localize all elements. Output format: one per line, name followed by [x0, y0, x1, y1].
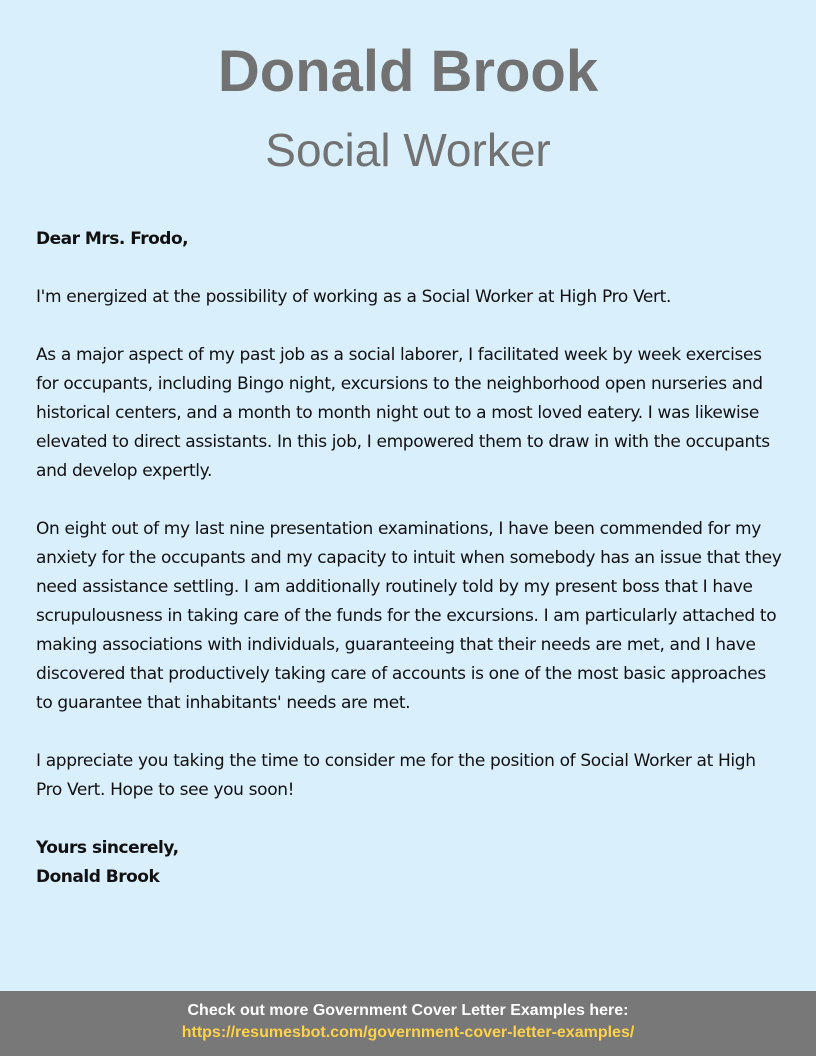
closing: Yours sincerely,: [36, 838, 179, 858]
footer-text: Check out more Government Cover Letter Examples here:: [187, 1002, 629, 1019]
applicant-name: Donald Brook: [217, 39, 599, 104]
signature: Donald Brook: [36, 867, 160, 887]
footer-banner: [0, 991, 816, 1056]
footer-link[interactable]: https://resumesbot.com/government-cover-letter-examples/: [181, 1024, 635, 1041]
paragraph-qualities: On eight out of my last nine presentation examinations, I have been commended for my anxiety for the occupants and my capacity to intuit when somebody has an issue that they need assistance settling. I am additionally routinely told by my present boss that I have scrupulousness in taking care of the funds for the excursions. I am particularly attached to making associations with individuals, guaranteeing that their needs are met, and I have discovered that productively taking care of accounts is one of the most basic approaches to guarantee that inhabitants' needs are met.: [36, 519, 782, 713]
salutation: Dear Mrs. Frodo,: [36, 229, 189, 249]
job-title: Social Worker: [265, 124, 551, 176]
paragraph-experience: As a major aspect of my past job as a social laborer, I facilitated week by week exercises for occupants, including Bingo night, excursions to the neighborhood open nurseries and historical centers, and a month to month night out to a most loved eatery. I was likewise elevated to direct assistants. In this job, I empowered them to draw in with the occupants and develop expertly.: [36, 345, 770, 481]
paragraph-closing: I appreciate you taking the time to consider me for the position of Social Worker at High Pro Vert. Hope to see you soon!: [36, 751, 756, 800]
letter-header: [0, 0, 816, 200]
letter-body: [36, 225, 786, 921]
paragraph-intro: I'm energized at the possibility of working as a Social Worker at High Pro Vert.: [36, 287, 672, 307]
